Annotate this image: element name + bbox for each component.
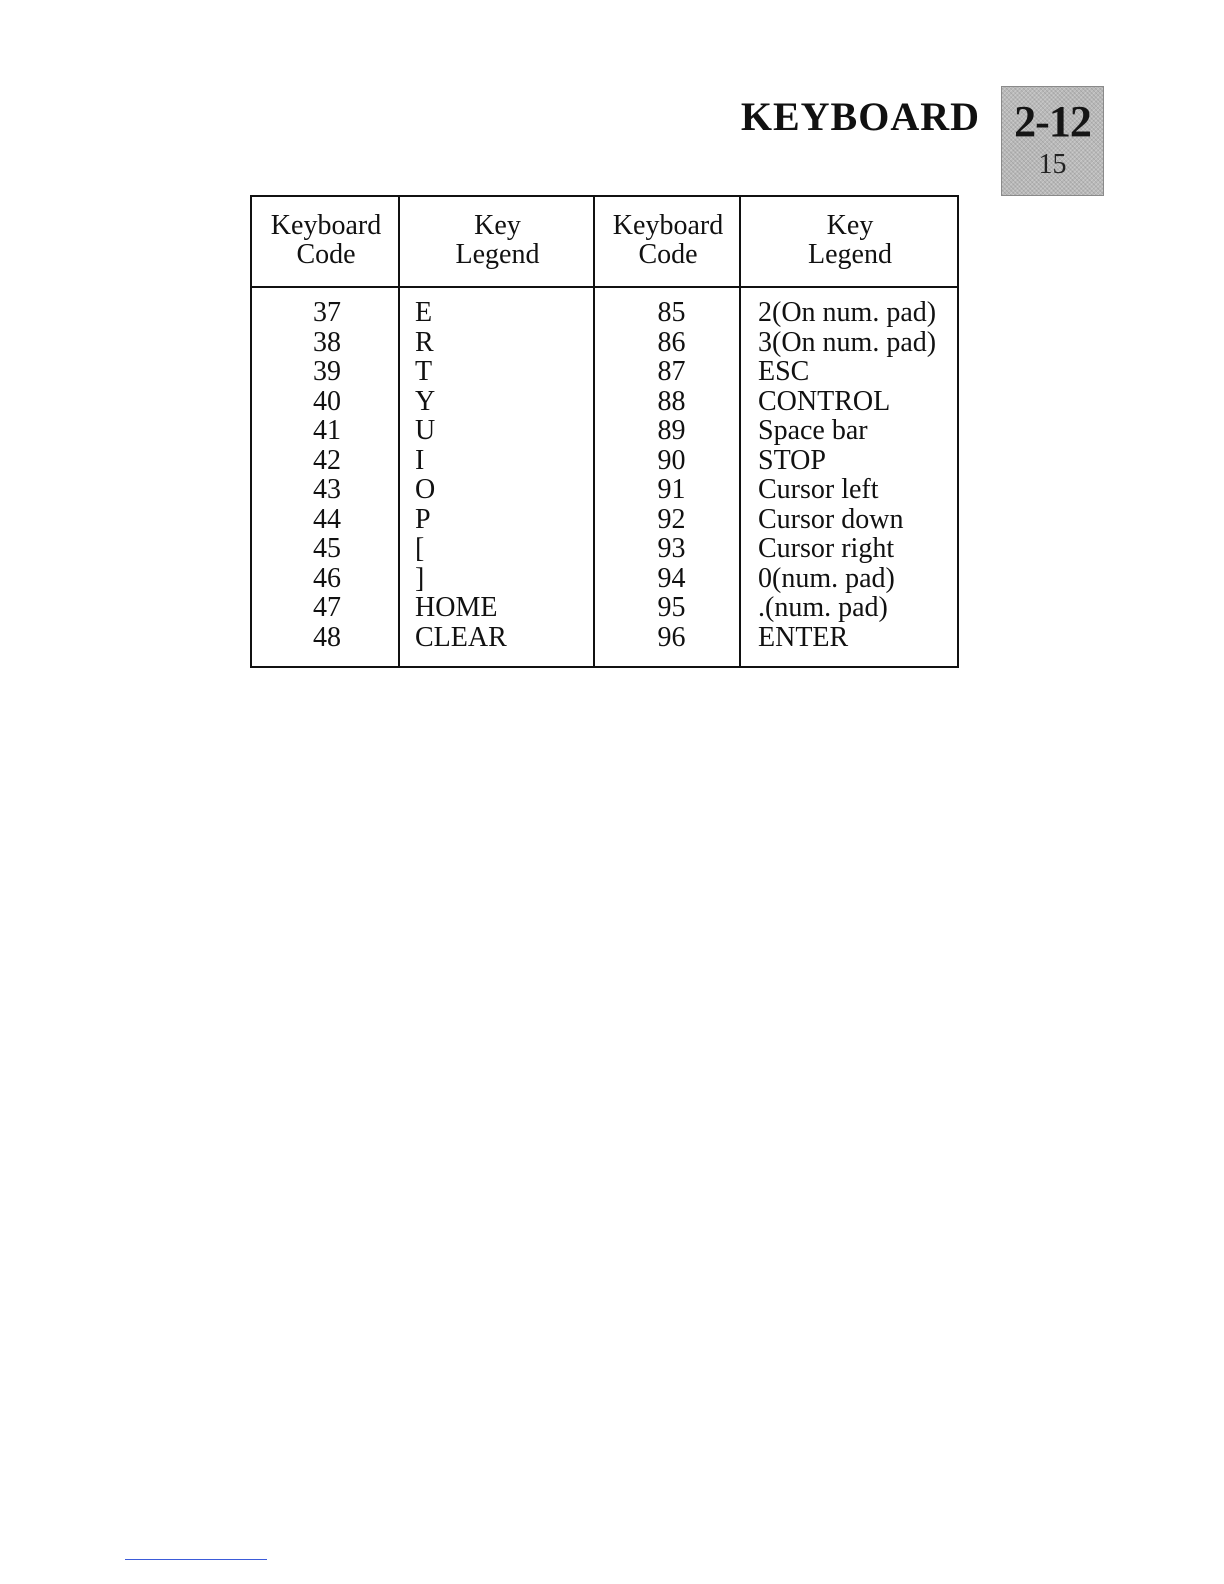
key-legend: T xyxy=(415,356,433,387)
key-legend: 0(num. pad) xyxy=(758,562,895,594)
key-legend: 3(On num. pad) xyxy=(758,326,937,358)
key-legend: Cursor right xyxy=(758,533,895,564)
keyboard-code: 90 xyxy=(657,444,686,476)
key-legend: STOP xyxy=(758,444,826,476)
keyboard-code: 94 xyxy=(657,562,686,594)
key-legend: CLEAR xyxy=(415,621,507,653)
key-legend: R xyxy=(415,326,434,358)
table-row xyxy=(252,505,957,535)
keyboard-code: 37 xyxy=(313,297,341,328)
page-number: 15 xyxy=(1038,149,1067,180)
key-legend: CONTROL xyxy=(758,385,891,417)
footer-rule xyxy=(125,1559,267,1560)
keyboard-code: 41 xyxy=(313,415,341,446)
key-legend: Y xyxy=(415,385,436,417)
header-divider xyxy=(252,286,957,288)
table-row xyxy=(252,623,957,653)
key-legend: .(num. pad) xyxy=(758,592,888,623)
keyboard-code: 44 xyxy=(313,503,341,535)
keyboard-code: 86 xyxy=(657,326,686,358)
keyboard-code: 96 xyxy=(657,621,686,653)
table-row xyxy=(252,328,957,358)
section-tab xyxy=(1001,86,1104,196)
key-legend: Space bar xyxy=(758,415,868,446)
key-legend: Cursor left xyxy=(758,474,879,505)
table-row xyxy=(252,534,957,564)
keyboard-code: 40 xyxy=(313,385,341,417)
keyboard-code: 46 xyxy=(313,562,341,594)
keyboard-code: 48 xyxy=(313,621,341,653)
key-legend: ] xyxy=(415,562,425,594)
table-row xyxy=(252,446,957,476)
header-key-legend: Key Legend xyxy=(808,210,892,270)
table-row xyxy=(252,387,957,417)
header-keyboard-code: Keyboard Code xyxy=(270,210,382,270)
table-row xyxy=(252,357,957,387)
key-legend: ENTER xyxy=(758,621,849,653)
keyboard-code: 47 xyxy=(313,592,341,623)
keyboard-code: 87 xyxy=(657,356,686,387)
keyboard-code: 95 xyxy=(657,592,686,623)
key-legend: [ xyxy=(415,533,425,564)
keyboard-code: 85 xyxy=(657,297,686,328)
key-legend: 2(On num. pad) xyxy=(758,297,937,328)
key-legend: I xyxy=(415,444,425,476)
key-legend: P xyxy=(415,503,431,535)
table-row xyxy=(252,564,957,594)
keyboard-code: 89 xyxy=(657,415,686,446)
keyboard-code: 38 xyxy=(313,326,341,358)
keyboard-code: 91 xyxy=(657,474,686,505)
key-legend: E xyxy=(415,297,433,328)
key-legend: HOME xyxy=(415,592,498,623)
page-title: KEYBOARD xyxy=(740,94,980,139)
key-legend: Cursor down xyxy=(758,503,904,535)
table-body xyxy=(252,298,957,652)
header-key-legend: Key Legend xyxy=(455,210,540,270)
keyboard-code: 93 xyxy=(657,533,686,564)
key-legend: U xyxy=(415,415,436,446)
keyboard-code: 42 xyxy=(313,444,341,476)
keyboard-code: 92 xyxy=(657,503,686,535)
keyboard-code: 39 xyxy=(313,356,341,387)
section-number: 2-12 xyxy=(1014,97,1091,146)
keyboard-code: 45 xyxy=(313,533,341,564)
table-row xyxy=(252,475,957,505)
keyboard-code-table xyxy=(250,195,959,668)
keyboard-code: 88 xyxy=(657,385,686,417)
table-row xyxy=(252,593,957,623)
key-legend: ESC xyxy=(758,356,810,387)
table-row xyxy=(252,298,957,328)
key-legend: O xyxy=(415,474,436,505)
keyboard-code: 43 xyxy=(313,474,341,505)
header-keyboard-code: Keyboard Code xyxy=(612,210,724,270)
table-row xyxy=(252,416,957,446)
